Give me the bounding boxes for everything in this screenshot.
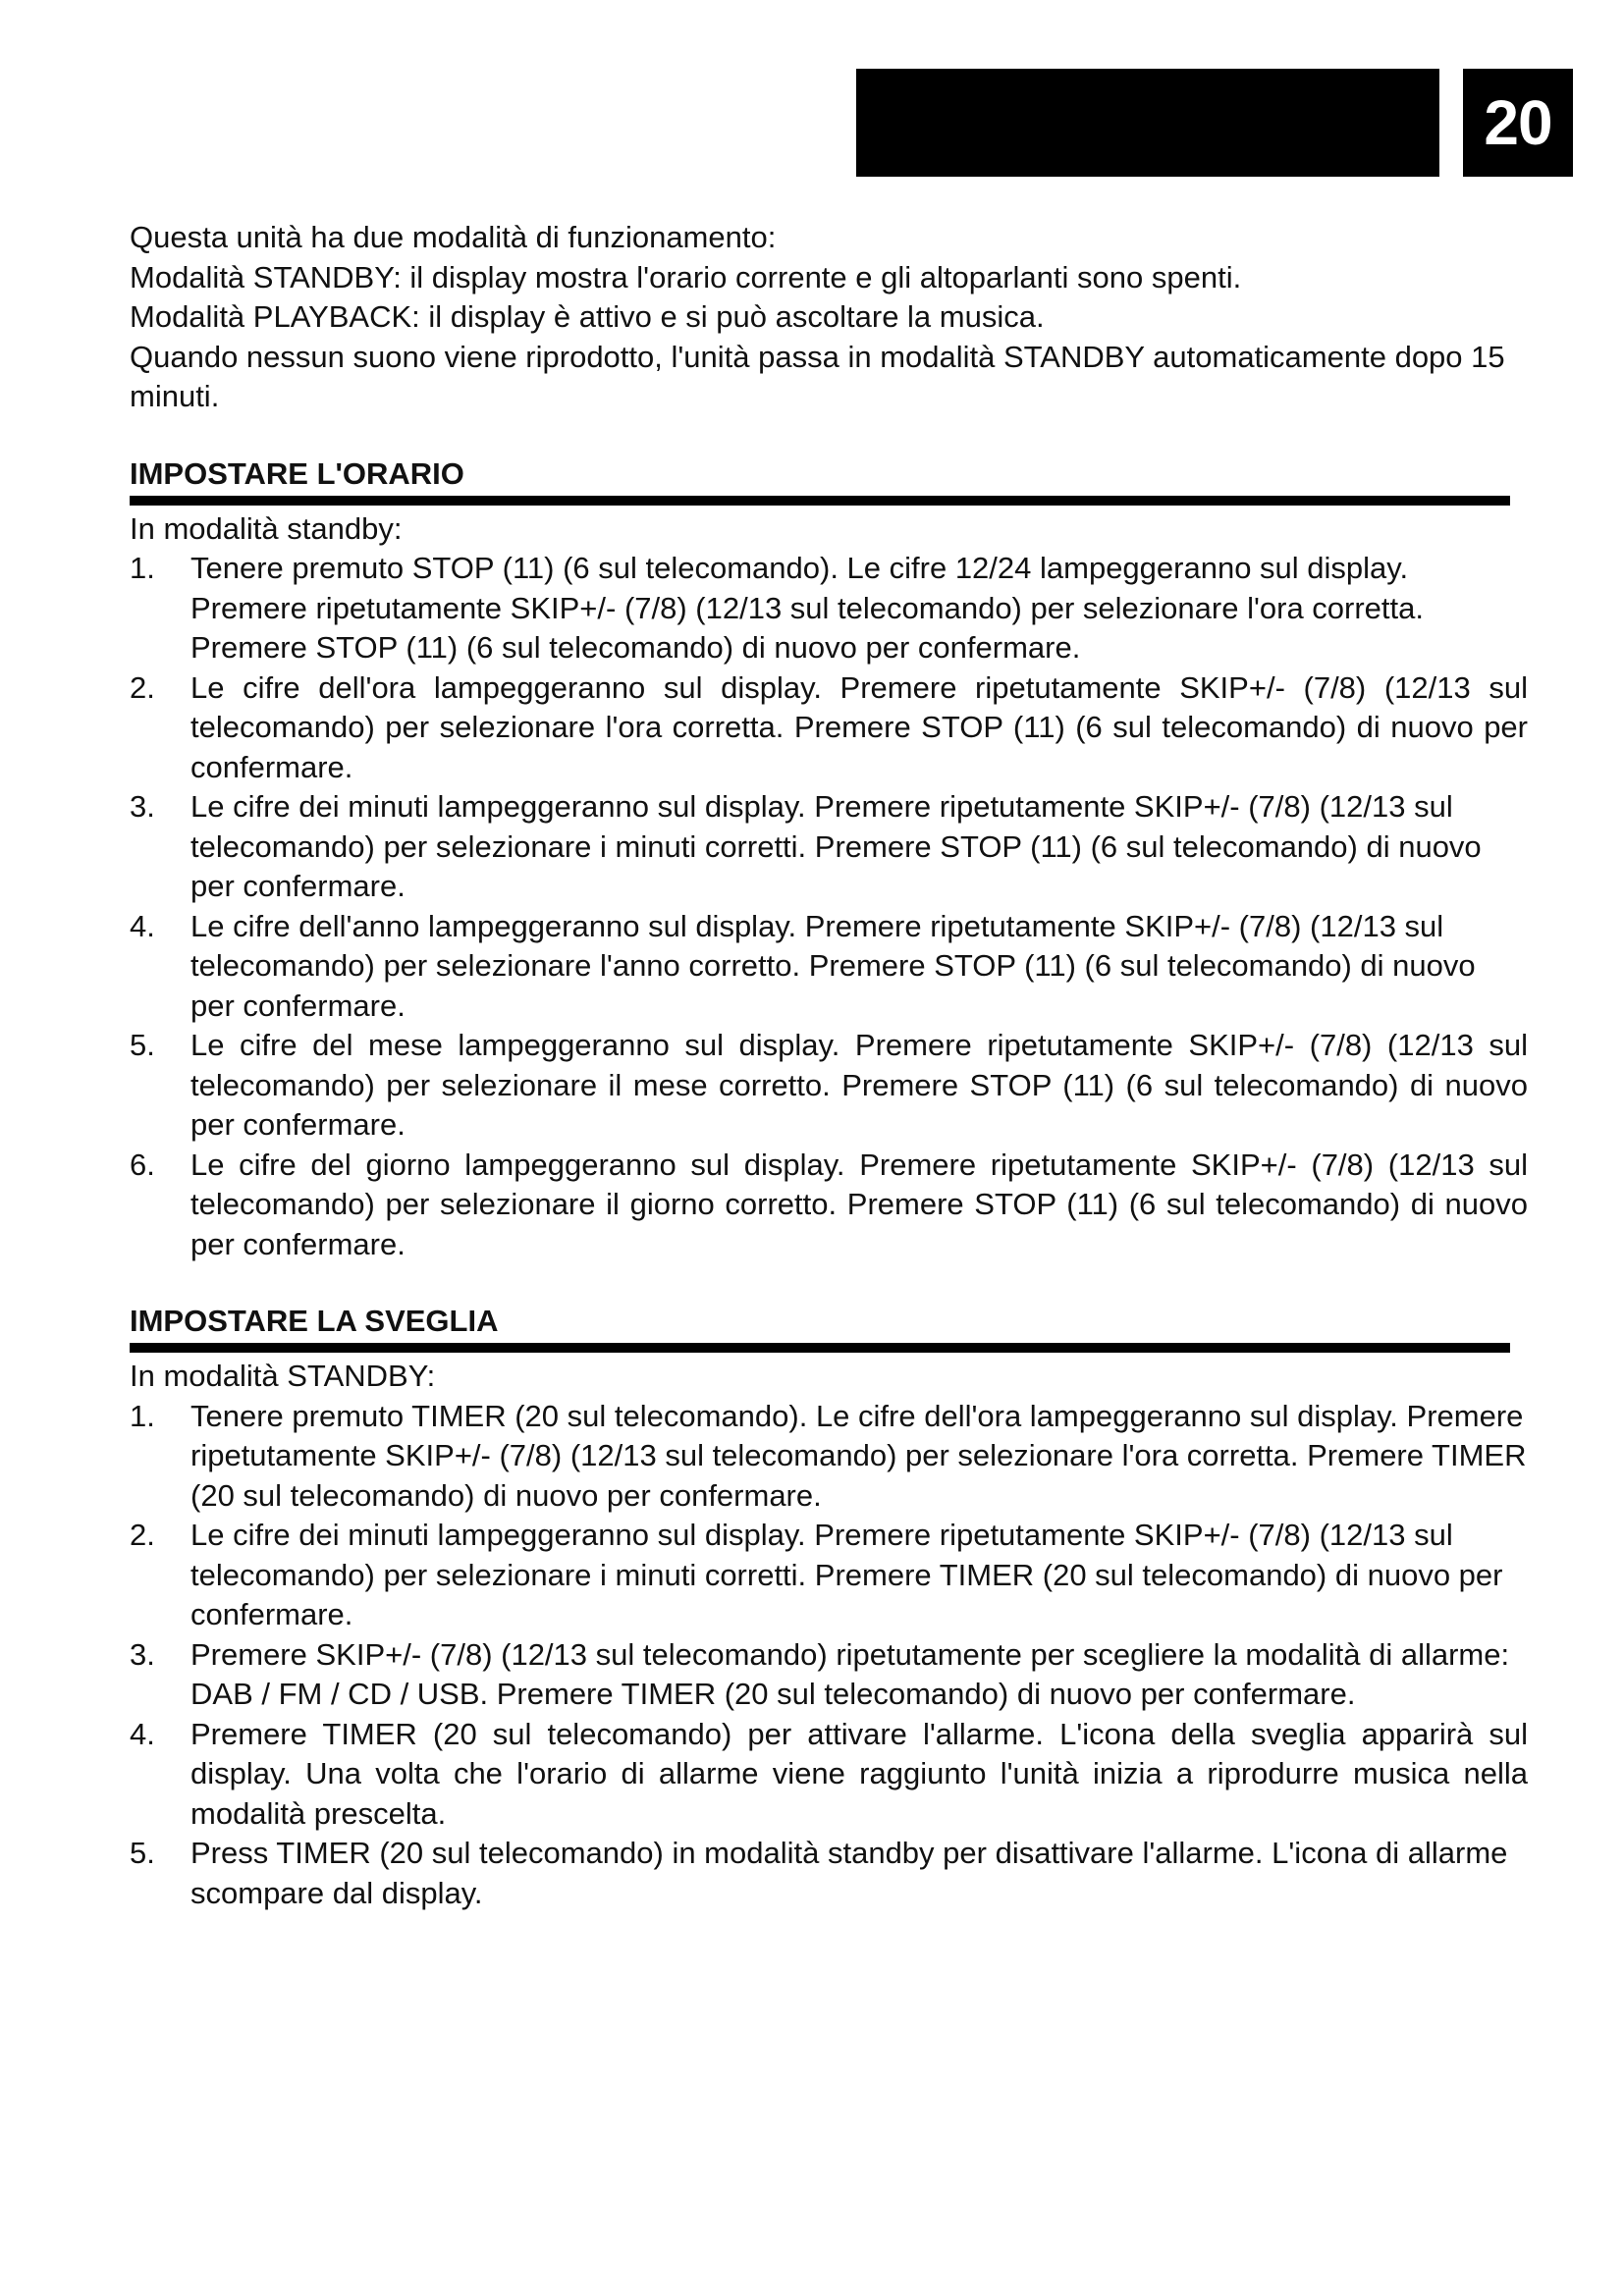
- list-item: [130, 668, 1543, 788]
- list-item: [130, 1397, 1543, 1517]
- step-text: Tenere premuto TIMER (20 sul telecomando). Le cifre dell'ora lampeggeranno sul display. Premere ripetutamente SKIP+/- (7/8) (12/13 sul telecomando) per selezionare l'ora corretta. Premere TIMER (20 sul telecomando) di nuovo per confermare.: [190, 1398, 1527, 1513]
- step-text: Premere TIMER (20 sul telecomando) per attivare l'allarme. L'icona della sveglia apparirà sul display. Una volta che l'orario di allarme viene raggiunto l'unità inizia a riprodurre musica nella modalità prescelta.: [190, 1716, 1528, 1831]
- list-item: [130, 787, 1543, 907]
- step-number: 5.: [130, 1028, 155, 1062]
- step-number: 4.: [130, 908, 155, 943]
- step-text: Tenere premuto STOP (11) (6 sul telecomando). Le cifre 12/24 lampeggeranno sul display. Premere ripetutamente SKIP+/- (7/8) (12/13 sul telecomando) per selezionare l'ora corretta. Premere STOP (11) (6 sul telecomando) di nuovo per confermare.: [190, 551, 1424, 665]
- page-number: 20: [1463, 69, 1573, 177]
- intro-line: Modalità STANDBY: il display mostra l'orario corrente e gli altoparlanti sono spenti.: [130, 259, 1242, 294]
- list-item: [130, 1635, 1543, 1715]
- step-number: 1.: [130, 551, 155, 585]
- step-text: Le cifre del giorno lampeggeranno sul display. Premere ripetutamente SKIP+/- (7/8) (12/13 sul telecomando) per selezionare il giorno corretto. Premere STOP (11) (6 sul telecomando) di nuovo per confermare.: [190, 1147, 1528, 1261]
- step-number: 4.: [130, 1716, 155, 1751]
- list-item: [130, 907, 1543, 1027]
- section-title-clock: IMPOSTARE L'ORARIO: [130, 454, 1510, 506]
- step-text: Le cifre dei minuti lampeggeranno sul display. Premere ripetutamente SKIP+/- (7/8) (12/13 sul telecomando) per selezionare i minuti corretti. Premere STOP (11) (6 sul telecomando) di nuovo per confermare.: [190, 789, 1482, 903]
- step-number: 1.: [130, 1398, 155, 1433]
- list-item: [130, 1146, 1543, 1265]
- list-item: [130, 1516, 1543, 1635]
- page-content: [130, 218, 1543, 1913]
- header-bar: [856, 69, 1439, 177]
- step-number: 2.: [130, 1518, 155, 1552]
- step-text: Le cifre dei minuti lampeggeranno sul display. Premere ripetutamente SKIP+/- (7/8) (12/13 sul telecomando) per selezionare i minuti corretti. Premere TIMER (20 sul telecomando) di nuovo per confermare.: [190, 1518, 1503, 1631]
- step-number: 3.: [130, 1636, 155, 1672]
- step-text: Le cifre dell'anno lampeggeranno sul display. Premere ripetutamente SKIP+/- (7/8) (12/13 sul telecomando) per selezionare l'anno corretto. Premere STOP (11) (6 sul telecomando) di nuovo per confermare.: [190, 908, 1476, 1023]
- list-item: [130, 1026, 1543, 1146]
- step-text: Premere SKIP+/- (7/8) (12/13 sul telecomando) ripetutamente per scegliere la modalità di allarme: DAB / FM / CD / USB. Premere TIMER (20 sul telecomando) di nuovo per confermare.: [190, 1636, 1510, 1711]
- alarm-steps-list: [130, 1397, 1543, 1914]
- clock-steps-list: [130, 549, 1543, 1264]
- list-item: [130, 1715, 1543, 1835]
- intro-line: Questa unità ha due modalità di funzionamento:: [130, 220, 777, 254]
- section-intro-clock: In modalità standby:: [130, 510, 403, 546]
- step-number: 6.: [130, 1147, 155, 1182]
- section-intro-alarm: In modalità STANDBY:: [130, 1359, 436, 1393]
- step-number: 3.: [130, 789, 155, 824]
- step-text: Press TIMER (20 sul telecomando) in modalità standby per disattivare l'allarme. L'icona di allarme scompare dal display.: [190, 1836, 1508, 1910]
- section-title-alarm: IMPOSTARE LA SVEGLIA: [130, 1302, 1510, 1353]
- list-item: [130, 549, 1543, 668]
- step-number: 2.: [130, 669, 155, 705]
- intro-paragraph: [130, 218, 1543, 417]
- step-text: Le cifre dell'ora lampeggeranno sul display. Premere ripetutamente SKIP+/- (7/8) (12/13 sul telecomando) per selezionare l'ora corretta. Premere STOP (11) (6 sul telecomando) di nuovo per confermare.: [190, 669, 1528, 784]
- intro-line: Quando nessun suono viene riprodotto, l'unità passa in modalità STANDBY automaticamente dopo 15 minuti.: [130, 339, 1505, 413]
- intro-line: Modalità PLAYBACK: il display è attivo e si può ascoltare la musica.: [130, 299, 1045, 334]
- list-item: [130, 1834, 1543, 1913]
- step-number: 5.: [130, 1836, 155, 1870]
- step-text: Le cifre del mese lampeggeranno sul display. Premere ripetutamente SKIP+/- (7/8) (12/13 sul telecomando) per selezionare il mese corretto. Premere STOP (11) (6 sul telecomando) di nuovo per confermare.: [190, 1028, 1528, 1142]
